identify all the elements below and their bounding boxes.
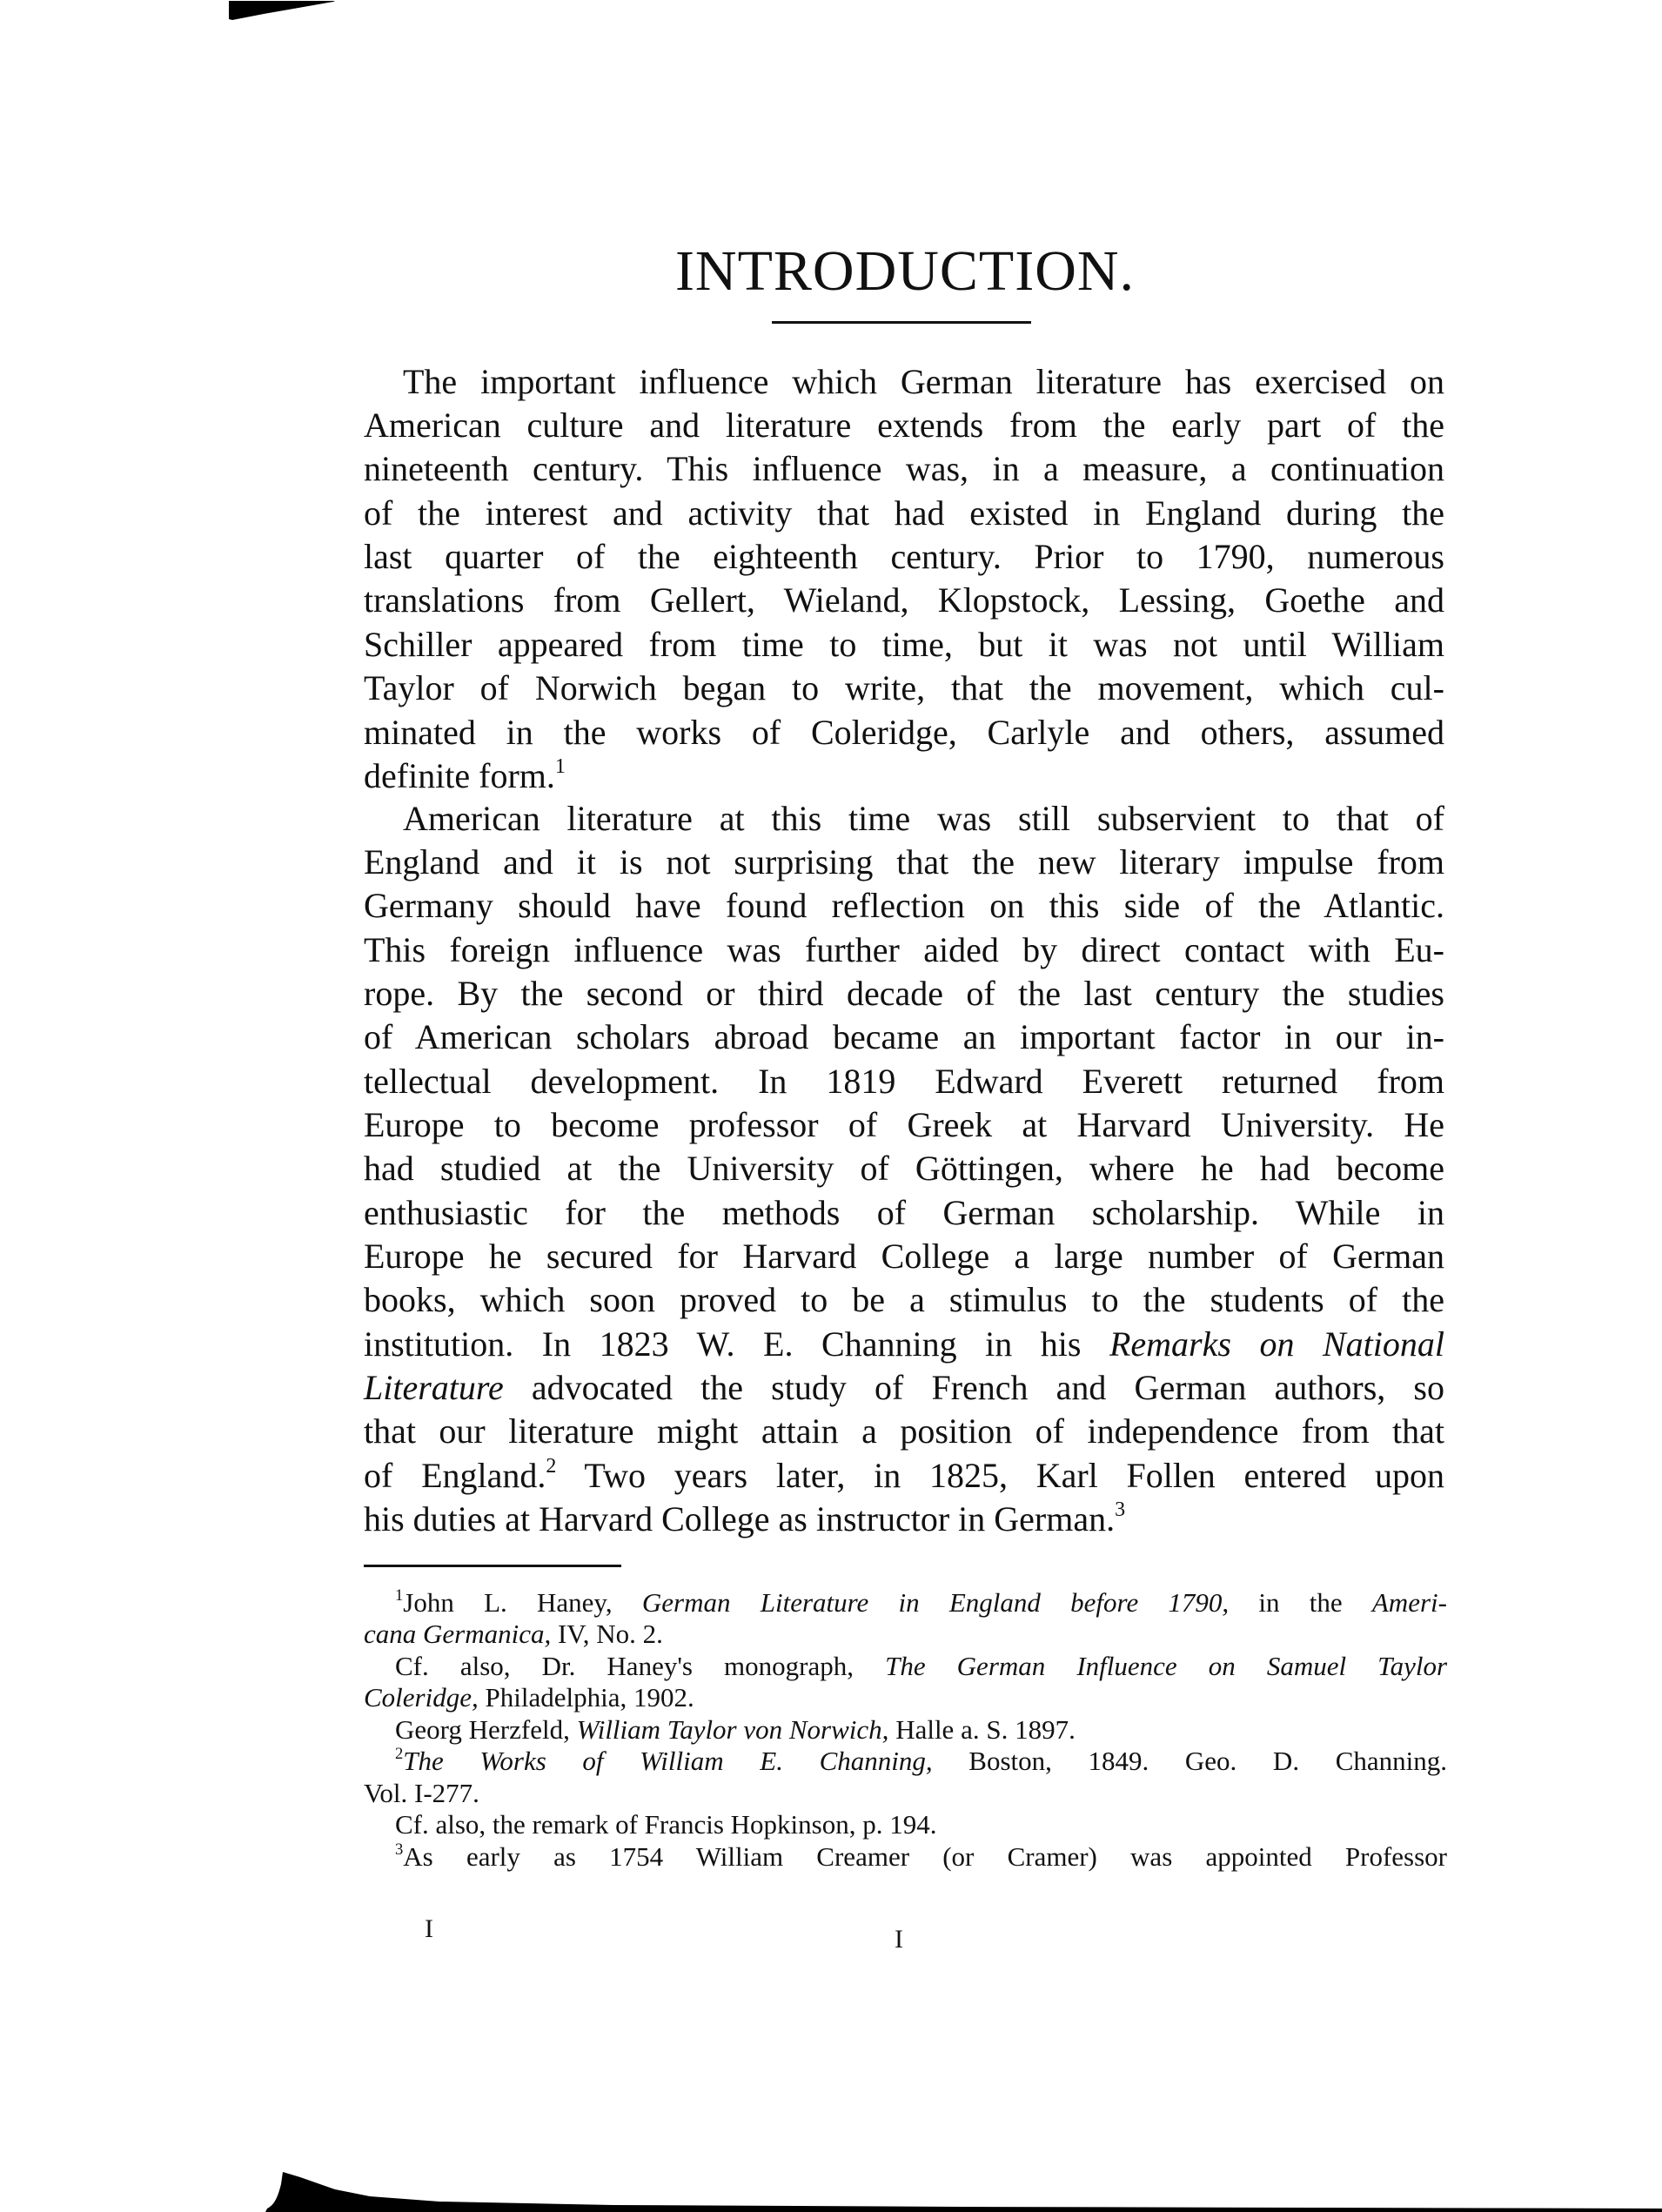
body-line: of American scholars abroad became an important factor in our in- (364, 1017, 1444, 1056)
body-line: Europe to become professor of Greek at Harvard University. He (364, 1105, 1444, 1144)
body-line: definite form.$^1$ (364, 755, 566, 795)
title-rule (772, 321, 1031, 324)
body-line: Literature advocated the study of French and German authors, so (364, 1368, 1444, 1407)
body-line: The important influence which German literature has exercised on (403, 362, 1444, 401)
scan-edge-mark-bottom (265, 2167, 1662, 2212)
signature-mark: I (425, 1914, 433, 1943)
body-line: institution. In 1823 W. E. Channing in his Remarks on National (364, 1324, 1444, 1364)
page-title: INTRODUCTION. (674, 239, 1136, 303)
body-line: enthusiastic for the methods of German scholarship. While in (364, 1193, 1444, 1232)
body-line: that our literature might attain a position of independence from that (364, 1411, 1444, 1451)
body-line: of the interest and activity that had existed in England during the (364, 493, 1444, 533)
body-line: nineteenth century. This influence was, in a measure, a continuation (364, 449, 1444, 488)
body-line: This foreign influence was further aided by direct contact with Eu- (364, 930, 1444, 969)
footnote-line: Georg Herzfeld, William Taylor von Norwich, Halle a. S. 1897. (395, 1714, 1076, 1745)
body-line: England and it is not surprising that the new literary impulse from (364, 842, 1444, 881)
footnote-line: $^1$John L. Haney, German Literature in England before 1790, in the Ameri- (395, 1585, 1447, 1618)
footnote-line: $^2$The Works of William E. Channing, Boston, 1849. Geo. D. Channing. (395, 1744, 1448, 1776)
footnote-rule (364, 1565, 621, 1567)
body-line: of England.$^2$ Two years later, in 1825, Karl Follen entered upon (364, 1455, 1445, 1495)
body-line: tellectual development. In 1819 Edward Everett returned from (364, 1062, 1444, 1101)
body-line: his duties at Harvard College as instructor in German.$^3$ (364, 1498, 1126, 1538)
body-line: Schiller appeared from time to time, but it was not until William (364, 625, 1444, 664)
scan-edge-mark-top (229, 0, 335, 20)
footnote-line: Cf. also, the remark of Francis Hopkinson, p. 194. (395, 1809, 937, 1840)
footnote-ref-2[interactable]: 2 (546, 1455, 557, 1478)
footnote-marker-3: 3 (395, 1840, 404, 1859)
footnote-ref-3[interactable]: 3 (1115, 1498, 1126, 1522)
footnote-line: Cf. also, Dr. Haney's monograph, The German Influence on Samuel Taylor (395, 1651, 1448, 1681)
body-line: translations from Gellert, Wieland, Klopstock, Lessing, Goethe and (364, 580, 1444, 620)
footnote-marker-2: 2 (395, 1744, 404, 1763)
body-line: Taylor of Norwich began to write, that the movement, which cul- (364, 668, 1444, 707)
footnote-marker-1: 1 (395, 1585, 404, 1605)
body-line: American literature at this time was still subservient to that of (403, 799, 1444, 838)
footnote-line: Vol. I-277. (364, 1778, 479, 1808)
body-line: Germany should have found reflection on this side of the Atlantic. (364, 886, 1444, 925)
footnote-line: cana Germanica, IV, No. 2. (364, 1619, 663, 1649)
footnote-ref-1[interactable]: 1 (554, 755, 566, 779)
page-number: I (895, 1925, 903, 1954)
body-line: American culture and literature extends from the early part of the (364, 406, 1444, 445)
body-line: Europe he secured for Harvard College a large number of German (364, 1237, 1444, 1276)
footnote-line: Coleridge, Philadelphia, 1902. (364, 1682, 694, 1713)
body-line: minated in the works of Coleridge, Carlyle and others, assumed (364, 713, 1444, 752)
body-line: had studied at the University of Göttingen, where he had become (364, 1149, 1444, 1188)
italic-title: Remarks on National (1109, 1324, 1444, 1364)
body-line: books, which soon proved to be a stimulus to the students of the (364, 1280, 1444, 1319)
body-line: last quarter of the eighteenth century. Prior to 1790, numerous (364, 537, 1444, 576)
body-line: rope. By the second or third decade of the last century the studies (364, 974, 1444, 1013)
footnote-line: $^3$As early as 1754 William Creamer (or Cramer) was appointed Professor (395, 1840, 1447, 1872)
italic-title: Literature (364, 1368, 504, 1407)
